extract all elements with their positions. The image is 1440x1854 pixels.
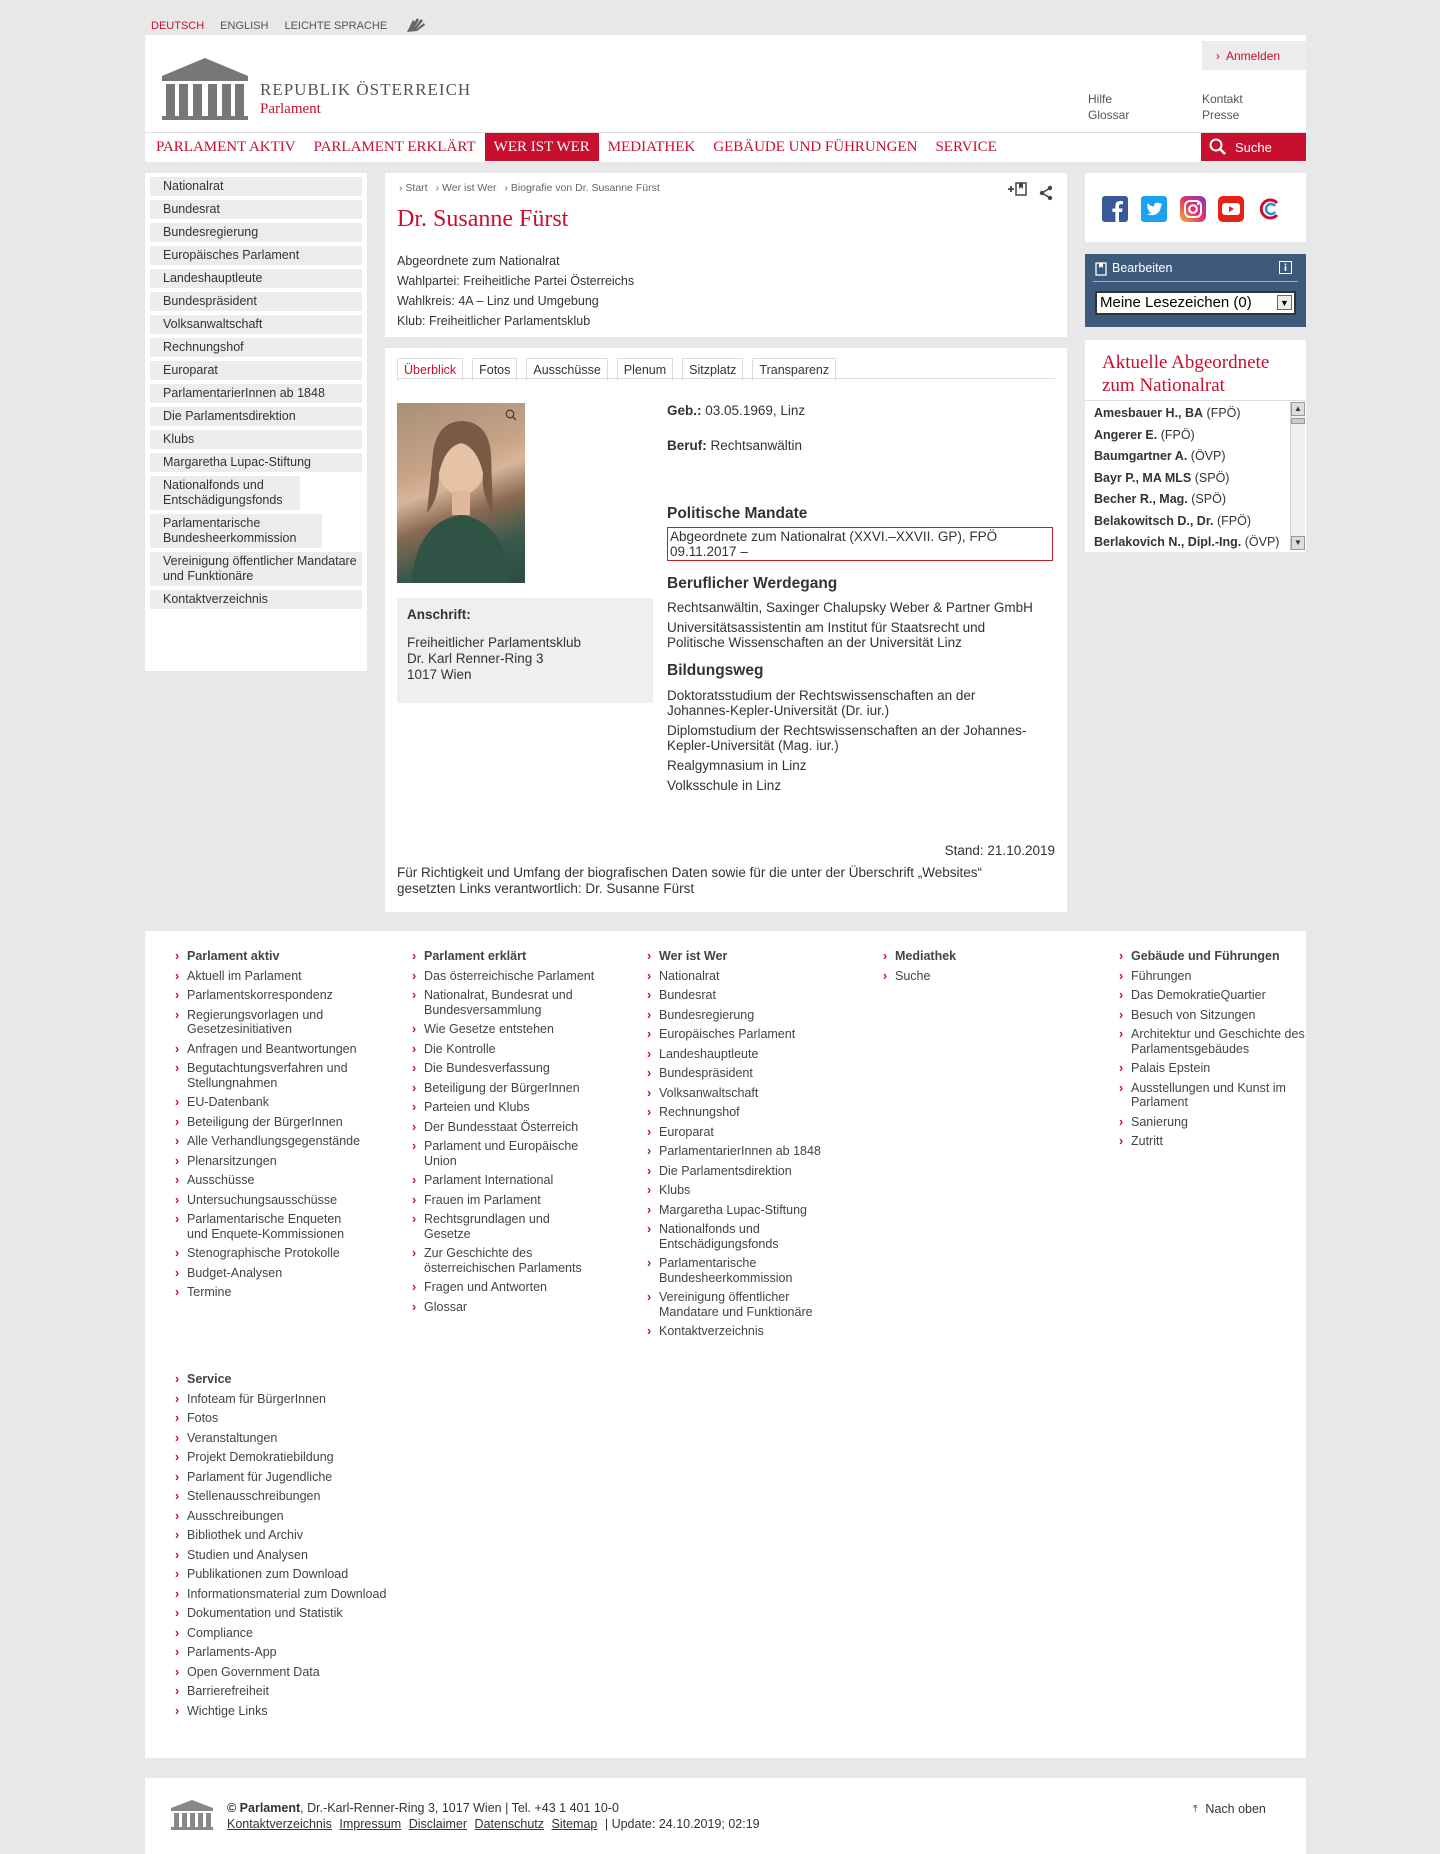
footer-sitemap (145, 931, 1306, 1758)
brand-subtitle: Parlament (260, 101, 321, 117)
footer-link[interactable]: › Bibliothek und Archiv (187, 1528, 417, 1543)
panel-divider (1093, 281, 1298, 282)
info-role: Abgeordnete zum Nationalrat (397, 254, 560, 268)
footer-link[interactable]: › Europarat (659, 1125, 834, 1140)
sidebar-item-nationalfonds[interactable]: Nationalfonds und Entschädigungsfonds (150, 476, 300, 510)
footer-link[interactable]: › Termine (187, 1285, 362, 1300)
footer-link[interactable]: › Parlamentskorrespondenz (187, 988, 362, 1003)
footer-link[interactable]: › Dokumentation und Statistik (187, 1606, 417, 1621)
footer-link[interactable]: › Besuch von Sitzungen (1131, 1008, 1321, 1023)
scroll-up-icon[interactable]: ▲ (1291, 402, 1305, 416)
add-bookmark-icon[interactable] (1007, 181, 1029, 202)
footer-link[interactable]: › Frauen im Parlament (424, 1193, 599, 1208)
bookmarks-select-value: Meine Lesezeichen (0) (1100, 294, 1252, 311)
tab-fotos[interactable]: Fotos (472, 358, 517, 381)
list-item[interactable]: Becher R., Mag. (SPÖ) (1094, 492, 1226, 506)
footer-link[interactable]: › Aktuell im Parlament (187, 969, 362, 984)
footer-link[interactable]: › ParlamentarierInnen ab 1848 (659, 1144, 834, 1159)
bildung-item-4: Volksschule in Linz (667, 778, 782, 793)
footer-heading[interactable]: › Mediathek (895, 949, 1070, 964)
werdegang-heading: Beruflicher Werdegang (667, 575, 838, 592)
footer-col-2 (659, 949, 834, 1344)
breadcrumb (399, 182, 660, 194)
sidebar-item-bundespraesident[interactable]: Bundespräsident (150, 292, 362, 311)
footer-link[interactable]: › Rechnungshof (659, 1105, 834, 1120)
help-link[interactable]: Hilfe (1088, 92, 1113, 106)
sidebar-item-parlamentsdirektion[interactable]: Die Parlamentsdirektion (150, 407, 362, 426)
sidebar-item-nationalrat[interactable]: Nationalrat (150, 177, 362, 196)
footer-link[interactable]: › Beteiligung der BürgerInnen (424, 1081, 599, 1096)
footer-link[interactable]: › Nationalfonds und Entschädigungsfonds (659, 1222, 834, 1251)
tab-transparenz[interactable]: Transparenz (752, 358, 836, 381)
sidebar-item-kontaktverzeichnis[interactable]: Kontaktverzeichnis (150, 590, 362, 609)
footer-link[interactable]: › Bundespräsident (659, 1066, 834, 1081)
footer-link[interactable]: › Informationsmaterial zum Download (187, 1587, 417, 1602)
scroll-down-icon[interactable]: ▼ (1291, 536, 1305, 550)
footer-link[interactable]: › Compliance (187, 1626, 417, 1641)
tabs-divider (397, 378, 1055, 379)
footer-link[interactable]: › Zutritt (1131, 1134, 1321, 1149)
footer-link[interactable]: › Margaretha Lupac-Stiftung (659, 1203, 834, 1218)
back-to-top-label: Nach oben (1205, 1802, 1266, 1816)
nav-gebaeude[interactable]: GEBÄUDE UND FÜHRUNGEN (713, 139, 918, 155)
beruf-value: Rechtsanwältin (710, 438, 803, 453)
footer-link[interactable]: › Das DemokratieQuartier (1131, 988, 1321, 1003)
login-button[interactable] (1202, 41, 1306, 70)
sidebar-item-landeshauptleute[interactable]: Landeshauptleute (150, 269, 362, 288)
search-icon (1209, 138, 1227, 156)
parliament-building-icon (160, 54, 250, 120)
bildung-item-3: Realgymnasium in Linz (667, 758, 807, 773)
footer-link[interactable]: › Bundesregierung (659, 1008, 834, 1023)
footer-link[interactable]: › Budget-Analysen (187, 1266, 362, 1281)
breadcrumb-wer-ist-wer[interactable]: › Wer ist Wer (436, 182, 497, 194)
geb-value: 03.05.1969, Linz (705, 403, 806, 418)
members-list (1094, 403, 1284, 549)
footer-link[interactable]: › EU-Datenbank (187, 1095, 362, 1110)
sidebar-item-bundesregierung[interactable]: Bundesregierung (150, 223, 362, 242)
beruf-label: Beruf: (667, 438, 707, 453)
footer-heading[interactable]: › Gebäude und Führungen (1131, 949, 1321, 964)
press-link[interactable]: Presse (1202, 108, 1240, 122)
footer-link[interactable]: › Studien und Analysen (187, 1548, 417, 1563)
footer-link[interactable]: › Kontaktverzeichnis (659, 1324, 834, 1339)
bearbeiten-title: Bearbeiten (1112, 261, 1173, 275)
footer-link[interactable]: › Open Government Data (187, 1665, 417, 1680)
site-header (145, 35, 1306, 162)
footer-link[interactable]: › Parlamentarische Enqueten und Enquete-Kommissionen (187, 1212, 362, 1241)
footer-link[interactable]: › Projekt Demokratiebildung (187, 1450, 417, 1465)
werdegang-item-1: Rechtsanwältin, Saxinger Chalupsky Weber & Partner GmbH (667, 600, 1033, 615)
sidebar-item-klubs[interactable]: Klubs (150, 430, 362, 449)
footer-link[interactable]: › Stenographische Protokolle (187, 1246, 362, 1261)
footer-heading[interactable]: › Parlament aktiv (187, 949, 362, 964)
footer-link[interactable]: › Wichtige Links (187, 1704, 417, 1719)
footer-col-5 (187, 1372, 417, 1723)
werdegang-item-2: Universitätsassistentin am Institut für Staatsrecht und Politische Wissenschaften an der Universität Linz (667, 620, 986, 650)
footer-col-3 (895, 949, 1070, 988)
search-button[interactable] (1201, 133, 1306, 161)
footer-link[interactable]: › Stellenausschreibungen (187, 1489, 417, 1504)
footer-link[interactable]: › Klubs (659, 1183, 834, 1198)
footer-link[interactable]: › Parlaments-App (187, 1645, 417, 1660)
bildung-item-2: Diplomstudium der Rechtswissenschaften an der Johannes-Kepler-Universität (Mag. iur.) (667, 723, 1027, 753)
scroll-thumb[interactable] (1291, 418, 1305, 424)
footer-link[interactable]: › Anfragen und Beantwortungen (187, 1042, 362, 1057)
nav-wer-ist-wer[interactable]: WER IST WER (485, 133, 599, 161)
imprint (227, 1800, 760, 1832)
breadcrumb-current: › Biografie von Dr. Susanne Fürst (504, 182, 659, 194)
link-disclaimer[interactable]: Disclaimer (408, 1817, 468, 1831)
link-impressum[interactable]: Impressum (339, 1817, 402, 1831)
footer-link[interactable]: › Der Bundesstaat Österreich (424, 1120, 599, 1135)
sidebar-item-parlamentarier-ab-1848[interactable]: ParlamentarierInnen ab 1848 (150, 384, 362, 403)
stand-date: Stand: 21.10.2019 (944, 843, 1055, 858)
footer-link[interactable]: › Nationalrat, Bundesrat und Bundesversammlung (424, 988, 599, 1017)
footer-link[interactable]: › Bundesrat (659, 988, 834, 1003)
page-title: Dr. Susanne Fürst (397, 206, 569, 232)
address-line-1: Freiheitlicher Parlamentsklub (407, 635, 582, 650)
footer-link[interactable]: › Plenarsitzungen (187, 1154, 362, 1169)
contact-link[interactable]: Kontakt (1202, 92, 1243, 106)
mandate-heading: Politische Mandate (667, 505, 808, 522)
sidebar-item-volksanwaltschaft[interactable]: Volksanwaltschaft (150, 315, 362, 334)
imprint-address: , Dr.-Karl-Renner-Ring 3, 1017 Wien | Tel. +43 1 401 10-0 (300, 1801, 619, 1815)
login-label: Anmelden (1226, 48, 1281, 63)
bildung-item-1: Doktoratsstudium der Rechtswissenschaften an der Johannes-Kepler-Universität (Dr. iur.) (667, 688, 976, 718)
podcast-icon[interactable] (1257, 196, 1283, 227)
link-sitemap[interactable]: Sitemap (551, 1817, 598, 1831)
lang-leichte-sprache[interactable]: LEICHTE SPRACHE (284, 19, 388, 32)
footer-link[interactable]: › Führungen (1131, 969, 1321, 984)
footer-link[interactable]: › Sanierung (1131, 1115, 1321, 1130)
footer-heading[interactable]: › Service (187, 1372, 417, 1387)
list-item[interactable]: Amesbauer H., BA (FPÖ) (1094, 406, 1241, 420)
footer-link[interactable]: › Barrierefreiheit (187, 1684, 417, 1699)
portrait-photo[interactable] (397, 403, 525, 583)
current-members-title: Aktuelle Abgeordnete zum Nationalrat (1102, 352, 1270, 396)
share-icon[interactable] (1038, 185, 1054, 206)
info-klub: Klub: Freiheitlicher Parlamentsklub (397, 314, 591, 328)
tab-plenum[interactable]: Plenum (617, 358, 673, 381)
footer-link[interactable]: › Landeshauptleute (659, 1047, 834, 1062)
list-item[interactable]: Baumgartner A. (ÖVP) (1094, 449, 1226, 463)
footer-link[interactable]: › Publikationen zum Download (187, 1567, 417, 1582)
facebook-icon[interactable] (1102, 196, 1128, 227)
footer-link[interactable]: › Parteien und Klubs (424, 1100, 599, 1115)
tab-ueberblick[interactable]: Überblick (397, 358, 463, 381)
chevron-right-icon: › (1216, 48, 1220, 63)
footer-heading[interactable]: › Wer ist Wer (659, 949, 834, 964)
sidebar-item-eu-parlament[interactable]: Europäisches Parlament (150, 246, 362, 265)
sidebar (145, 173, 367, 671)
footer-link[interactable]: › Ausstellungen und Kunst im Parlament (1131, 1081, 1321, 1110)
glossary-link[interactable]: Glossar (1088, 108, 1130, 122)
chevron-down-icon: ▼ (1277, 295, 1292, 310)
search-label: Suche (1235, 139, 1272, 155)
footer-link[interactable]: › Parlament für Jugendliche (187, 1470, 417, 1485)
breadcrumb-start[interactable]: › Start (399, 182, 428, 194)
sidebar-item-rechnungshof[interactable]: Rechnungshof (150, 338, 362, 357)
tab-sitzplatz[interactable]: Sitzplatz (682, 358, 743, 381)
bearbeiten-panel (1085, 254, 1306, 327)
address-box (397, 598, 653, 703)
list-item[interactable]: Angerer E. (FPÖ) (1094, 427, 1195, 442)
footer-heading[interactable]: › Parlament erklärt (424, 949, 599, 964)
footer-link[interactable]: › Die Bundesverfassung (424, 1061, 599, 1076)
footer-link[interactable]: › Ausschreibungen (187, 1509, 417, 1524)
footer-link[interactable]: › Zur Geschichte des österreichischen Parlaments (424, 1246, 599, 1275)
footer-col-4 (1131, 949, 1321, 1154)
parliament-logo-small (170, 1798, 214, 1835)
copyright: © Parlament (227, 1801, 301, 1815)
bildung-heading: Bildungsweg (667, 662, 764, 679)
disclaimer-text: Für Richtigkeit und Umfang der biografischen Daten sowie für die unter der Überschrift „Websites“ gesetzten Links verantwortlich: Dr. Susanne Fürst (397, 865, 983, 896)
footer-link[interactable]: › Palais Epstein (1131, 1061, 1321, 1076)
footer-link[interactable]: › Die Kontrolle (424, 1042, 599, 1057)
back-to-top-link[interactable] (1193, 1802, 1266, 1816)
logo[interactable] (160, 54, 472, 125)
geb-label: Geb.: (667, 403, 702, 418)
tab-ausschuesse[interactable]: Ausschüsse (526, 358, 607, 381)
nav-parlament-erklaert[interactable]: PARLAMENT ERKLÄRT (313, 139, 476, 155)
link-kontaktverzeichnis[interactable]: Kontaktverzeichnis (227, 1817, 332, 1831)
brand-title: REPUBLIK ÖSTERREICH (260, 80, 472, 99)
footer-col-1 (424, 949, 599, 1319)
footer-link[interactable]: › Ausschüsse (187, 1173, 362, 1188)
footer-link[interactable]: › Nationalrat (659, 969, 834, 984)
arrow-up-icon: ⤒ (1193, 1803, 1198, 1815)
info-wahlkreis: Wahlkreis: 4A – Linz und Umgebung (397, 294, 599, 308)
sidebar-item-lupac-stiftung[interactable]: Margaretha Lupac-Stiftung (150, 453, 362, 472)
sidebar-item-vereinigung[interactable]: Vereinigung öffentlicher Mandatare und Funktionäre (150, 552, 362, 586)
footer-link[interactable]: › Fragen und Antworten (424, 1280, 599, 1295)
footer-link[interactable]: › Alle Verhandlungsgegenstände (187, 1134, 362, 1149)
footer-link[interactable]: › Volksanwaltschaft (659, 1086, 834, 1101)
footer-link[interactable]: › Untersuchungsausschüsse (187, 1193, 362, 1208)
footer-link[interactable]: › Regierungsvorlagen und Gesetzesinitiativen (187, 1008, 362, 1037)
footer-link[interactable]: › Europäisches Parlament (659, 1027, 834, 1042)
footer-link[interactable]: › Beteiligung der BürgerInnen (187, 1115, 362, 1130)
mandate-entry: Abgeordnete zum Nationalrat (XXVI.–XXVII. GP), FPÖ 09.11.2017 – (667, 527, 1053, 561)
sidebar-item-bundesrat[interactable]: Bundesrat (150, 200, 362, 219)
footer-link[interactable]: › Fotos (187, 1411, 417, 1426)
footer-link[interactable]: › Architektur und Geschichte des Parlamentsgebäudes (1131, 1027, 1321, 1056)
profile-card (385, 348, 1067, 912)
bookmark-icon (1095, 262, 1107, 281)
footer-link[interactable]: › Infoteam für BürgerInnen (187, 1392, 417, 1407)
instagram-icon[interactable] (1180, 196, 1206, 227)
current-members-panel (1085, 340, 1306, 552)
scrollbar[interactable] (1290, 402, 1305, 550)
twitter-icon[interactable] (1141, 196, 1167, 227)
sidebar-item-bundesheerkommission[interactable]: Parlamentarische Bundesheerkommission (150, 514, 322, 548)
update-timestamp: | Update: 24.10.2019; 02:19 (604, 1817, 760, 1831)
person-header-card (385, 173, 1067, 337)
footer-link[interactable]: › Wie Gesetze entstehen (424, 1022, 599, 1037)
footer-link[interactable]: › Parlament und Europäische Union (424, 1139, 599, 1168)
footer-link[interactable]: › Vereinigung öffentlicher Mandatare und Funktionäre (659, 1290, 834, 1319)
info-wahlpartei: Wahlpartei: Freiheitliche Partei Österreichs (397, 274, 635, 288)
language-bar (151, 14, 429, 37)
footer-link[interactable]: › Rechtsgrundlagen und Gesetze (424, 1212, 599, 1241)
address-line-3: 1017 Wien (407, 667, 472, 682)
bookmarks-select[interactable] (1095, 291, 1296, 315)
social-links (1085, 173, 1306, 242)
zoom-icon[interactable] (505, 408, 517, 426)
footer-link[interactable]: › Glossar (424, 1300, 599, 1315)
footer-link[interactable]: › Parlament International (424, 1173, 599, 1188)
footer-link[interactable]: › Parlamentarische Bundesheerkommission (659, 1256, 834, 1285)
sidebar-item-europarat[interactable]: Europarat (150, 361, 362, 380)
address-line-2: Dr. Karl Renner-Ring 3 (407, 651, 544, 666)
address-label: Anschrift: (407, 607, 471, 622)
link-datenschutz[interactable]: Datenschutz (474, 1817, 545, 1831)
lang-deutsch[interactable]: DEUTSCH (151, 19, 205, 32)
divider (1085, 400, 1306, 401)
youtube-icon[interactable] (1218, 196, 1244, 227)
person-info (397, 251, 634, 331)
list-item[interactable]: Berlakovich N., Dipl.-Ing. (ÖVP) (1094, 535, 1280, 549)
footer-link[interactable]: › Begutachtungsverfahren und Stellungnahmen (187, 1061, 362, 1090)
nav-mediathek[interactable]: MEDIATHEK (607, 139, 696, 155)
bottom-bar (145, 1778, 1306, 1854)
main-nav (145, 132, 1306, 161)
details (667, 403, 1067, 793)
footer-col-0 (187, 949, 362, 1305)
info-icon[interactable] (1279, 261, 1292, 279)
footer-link[interactable]: › Das österreichische Parlament (424, 969, 599, 984)
sign-language-icon[interactable] (403, 14, 429, 37)
nav-parlament-aktiv[interactable]: PARLAMENT AKTIV (156, 139, 296, 155)
list-item[interactable]: Bayr P., MA MLS (SPÖ) (1094, 470, 1230, 485)
nav-service[interactable]: SERVICE (935, 139, 997, 155)
footer-link[interactable]: › Suche (895, 969, 1070, 984)
footer-link[interactable]: › Veranstaltungen (187, 1431, 417, 1446)
list-item[interactable]: Belakowitsch D., Dr. (FPÖ) (1094, 513, 1251, 528)
footer-link[interactable]: › Die Parlamentsdirektion (659, 1164, 834, 1179)
lang-english[interactable]: ENGLISH (220, 19, 269, 32)
